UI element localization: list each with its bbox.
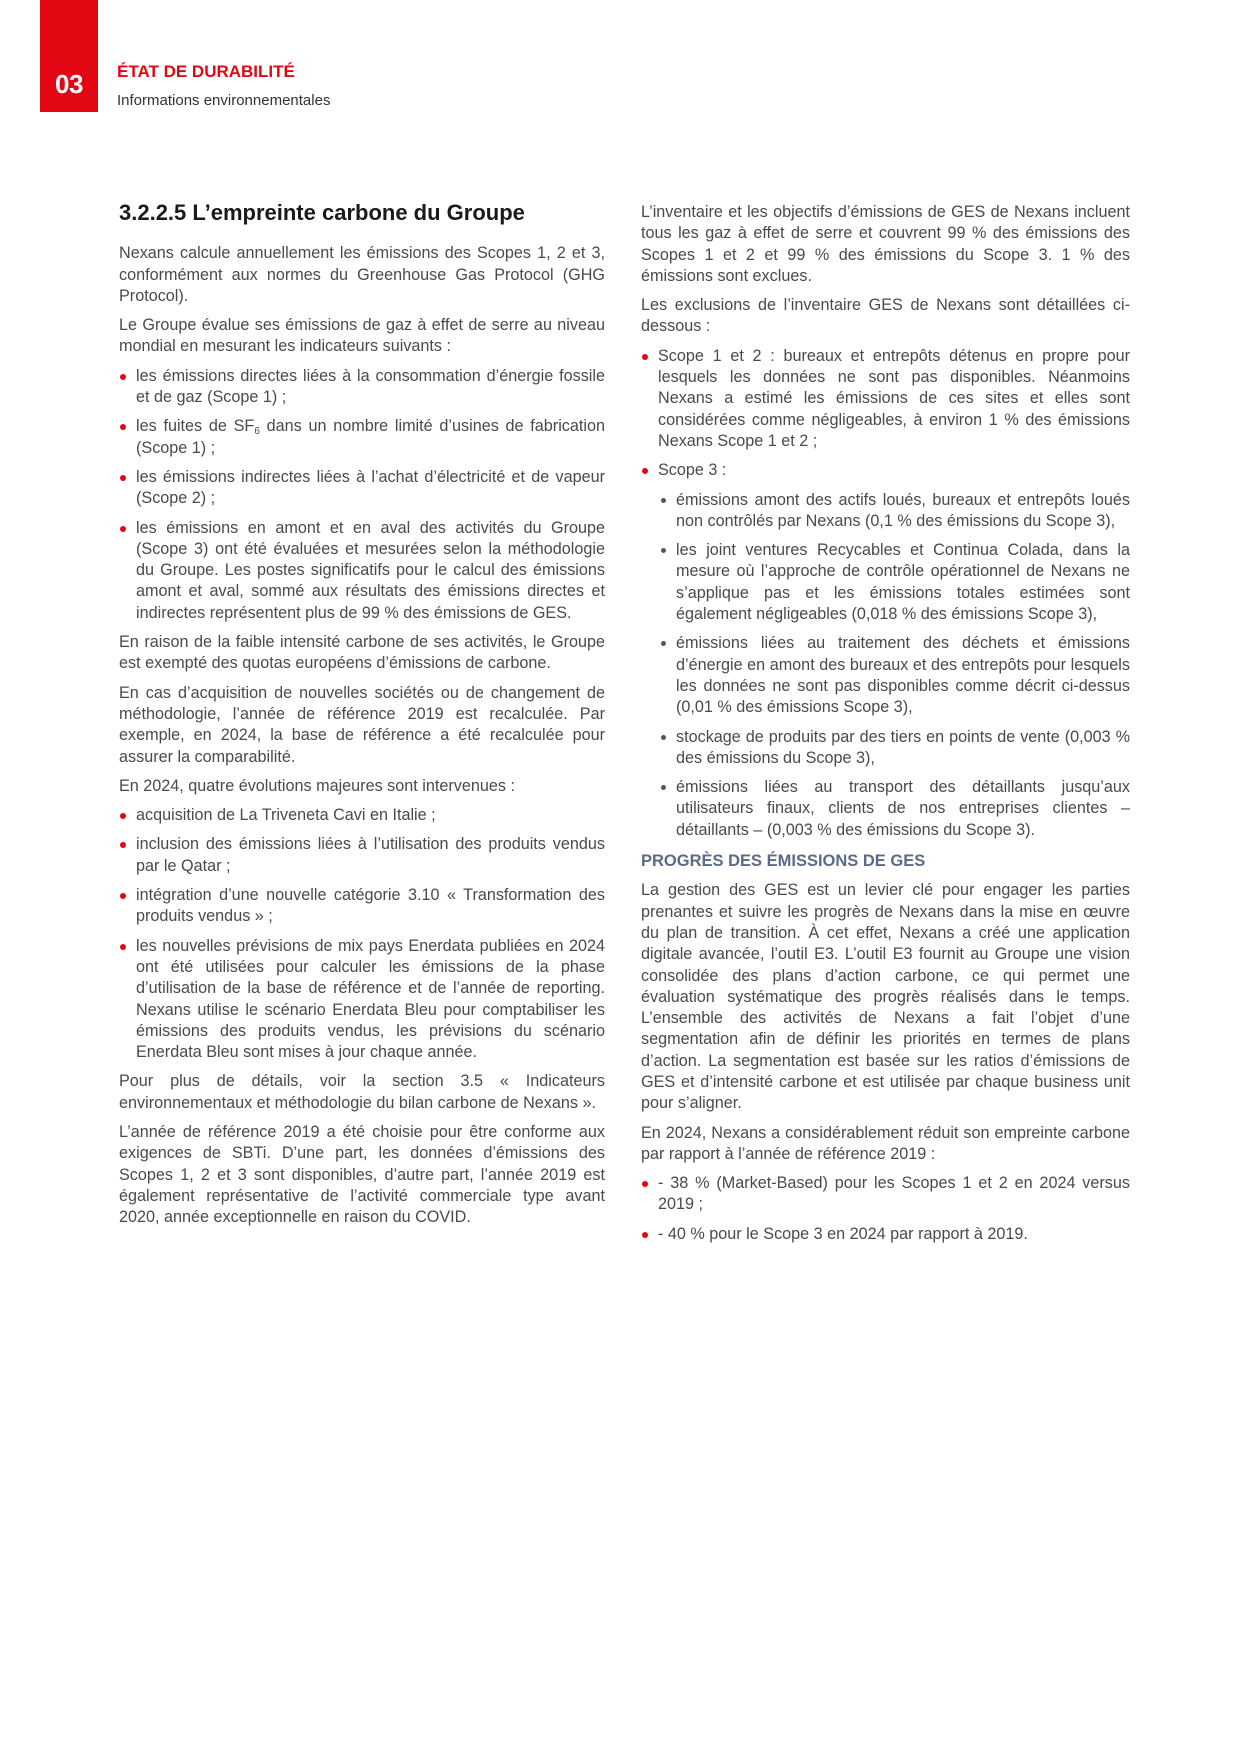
chapter-tab: [40, 0, 98, 112]
list-item: les émissions directes liées à la consommation d’énergie fossile et de gaz (Scope 1) ;: [119, 366, 605, 409]
paragraph: L’inventaire et les objectifs d’émissions de GES de Nexans incluent tous les gaz à effet de serre et couvrent 99 % des émissions des Scopes 1 et 2 et 99 % des émissions du Scope 3. 1 % des émissions sont exclues.: [641, 203, 1130, 285]
chapter-subtitle: Informations environnementales: [117, 92, 331, 109]
list-item-label: Scope 3 :: [658, 461, 727, 480]
paragraph: La gestion des GES est un levier clé pour engager les parties prenantes et suivre les progrès de Nexans dans la mise en œuvre du plan de transition. À cet effet, Nexans a créé une application digitale avancée, l’outil E3. L’outil E3 fournit au Groupe une vision consolidée des plans d’action carbone, ce qui permet une évaluation systématique des progrès réalisés dans le temps. L’ensemble des activités de Nexans a fait l’objet d’une segmentation afin de définir les priorités en termes de plans d’action. La segmentation est basée sur les ratios d’émissions de GES et d’intensité carbone et est utilisée par chaque business unit pour s’aligner.: [641, 881, 1130, 1113]
list-item: Scope 1 et 2 : bureaux et entrepôts détenus en propre pour lesquels les données ne sont pas disponibles. Néanmoins Nexans a estimé les émissions de ces sites et elles sont considérées comme négligeables, à environ 1 % des émissions Nexans Scope 1 et 2 ;: [641, 346, 1130, 452]
paragraph: En 2024, quatre évolutions majeures sont intervenues :: [119, 776, 515, 795]
paragraph: En raison de la faible intensité carbone de ses activités, le Groupe est exempté des quotas européens d’émissions de carbone.: [119, 633, 605, 673]
sub-list-item: stockage de produits par des tiers en points de vente (0,003 % des émissions du Scope 3),: [658, 727, 1130, 770]
results-list: [641, 1173, 1130, 1245]
list-item: intégration d’une nouvelle catégorie 3.10 « Transformation des produits vendus » ;: [119, 885, 605, 928]
list-item: les émissions indirectes liées à l’achat d’électricité et de vapeur (Scope 2) ;: [119, 467, 605, 510]
list-item: - 40 % pour le Scope 3 en 2024 par rapport à 2019.: [641, 1224, 1130, 1245]
section-heading: 3.2.2.5 L’empreinte carbone du Groupe: [119, 200, 525, 225]
list-item: [641, 460, 1130, 841]
paragraph: En 2024, Nexans a considérablement réduit son empreinte carbone par rapport à l’année de référence 2019 :: [641, 1123, 1130, 1163]
chapter-number: 03: [55, 69, 83, 99]
sub-list-item: les joint ventures Recycables et Continua Colada, dans la mesure où l’approche de contrôle opérationnel de Nexans ne s’applique pas et les émissions totales estimées sont également négligeables (0,018 % des émissions Scope 3),: [658, 540, 1130, 625]
list-item: [119, 416, 605, 459]
list-item: les nouvelles prévisions de mix pays Enerdata publiées en 2024 ont été utilisées pour calculer les émissions de la phase d’utilisation de la base de référence et de l’année de reporting. Nexans utilise le scénario Enerdata Bleu pour comptabiliser les émissions des produits vendus, les prévisions du scénario Enerdata Bleu sont mises à jour chaque année.: [119, 936, 605, 1064]
paragraph: Pour plus de détails, voir la section 3.5 « Indicateurs environnementaux et méthodologie du bilan carbone de Nexans ».: [119, 1072, 605, 1112]
paragraph: Le Groupe évalue ses émissions de gaz à effet de serre au niveau mondial en mesurant les indicateurs suivants :: [119, 316, 605, 356]
paragraph: L’année de référence 2019 a été choisie pour être conforme aux exigences de SBTi. D’une part, les données d’émissions des Scopes 1, 2 et 3 sont disponibles, d’autre part, l’année 2019 est également représentative de l’activité commerciale type avant 2020, année exceptionnelle en raison du COVID.: [119, 1122, 605, 1227]
right-column: [641, 202, 1130, 1253]
chapter-title: ÉTAT DE DURABILITÉ: [117, 62, 295, 81]
paragraph: Les exclusions de l’inventaire GES de Nexans sont détaillées ci-dessous :: [641, 296, 1130, 336]
sub-list-item: émissions liées au transport des détaillants jusqu’aux utilisateurs finaux, clients de nos entreprises clientes – détaillants – (0,003 % des émissions du Scope 3).: [658, 777, 1130, 841]
scope3-exclusions-list: [658, 490, 1130, 841]
list-item-text: dans un nombre limité d’usines de fabrication (Scope 1) ;: [136, 417, 605, 457]
exclusions-list: [641, 346, 1130, 841]
paragraph: En cas d’acquisition de nouvelles sociétés ou de changement de méthodologie, l’année de référence 2019 est recalculée. Par exemple, en 2024, la base de référence a été recalculée pour assurer la comparabilité.: [119, 683, 605, 766]
paragraph: Nexans calcule annuellement les émissions des Scopes 1, 2 et 3, conformément aux normes du Greenhouse Gas Protocol (GHG Protocol).: [119, 244, 605, 305]
list-item: inclusion des émissions liées à l’utilisation des produits vendus par le Qatar ;: [119, 834, 605, 877]
list-item: acquisition de La Triveneta Cavi en Italie ;: [119, 805, 605, 826]
indicators-list: [119, 366, 605, 624]
list-item: les émissions en amont et en aval des activités du Groupe (Scope 3) ont été évaluées et mesurées selon la méthodologie du Groupe. Les postes significatifs pour le calcul des émissions amont et aval, sommé aux résultats des émissions directes et indirectes représentent plus de 99 % des émissions de GES.: [119, 518, 605, 624]
left-column: [119, 202, 605, 1236]
sub-list-item: émissions amont des actifs loués, bureaux et entrepôts loués non contrôlés par Nexans (0,1 % des émissions du Scope 3),: [658, 490, 1130, 533]
subscript: 6: [254, 426, 260, 438]
subheading: PROGRÈS DES ÉMISSIONS DE GES: [641, 852, 926, 871]
sub-list-item: émissions liées au traitement des déchets et émissions d’énergie en amont des bureaux et des entrepôts pour lesquels les données ne sont pas disponibles comme décrit ci-dessus (0,01 % des émissions Scope 3),: [658, 633, 1130, 718]
changes-list: [119, 805, 605, 1063]
list-item-text: les fuites de SF: [136, 417, 255, 436]
list-item: - 38 % (Market-Based) pour les Scopes 1 et 2 en 2024 versus 2019 ;: [641, 1173, 1130, 1216]
